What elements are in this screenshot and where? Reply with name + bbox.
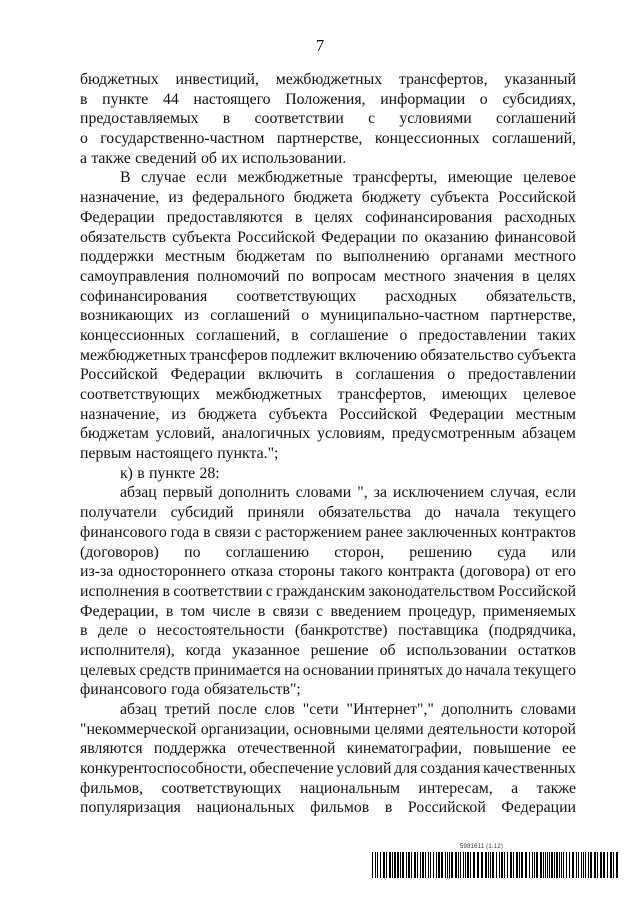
- barcode: [372, 852, 620, 878]
- text-line: назначение, из федерального бюджета бюджету субъекта Российской: [80, 189, 576, 207]
- text-line: предоставляемых в соответствии с условиями соглашений: [80, 110, 576, 128]
- barcode-gap: [618, 852, 620, 878]
- text-line: конкурентоспособности, обеспечение условий для создания качественных: [80, 760, 576, 778]
- text-line: концессионных соглашений, в соглашение о предоставлении таких: [80, 326, 576, 344]
- page-number: 7: [315, 36, 325, 55]
- text-line: получатели субсидий приняли обязательства до начала текущего: [80, 504, 576, 522]
- text-line: самоуправления полномочий по вопросам местного значения в целях: [80, 267, 576, 285]
- text-line: назначение, из бюджета субъекта Российской Федерации местным: [80, 405, 576, 423]
- paragraph: [80, 464, 576, 484]
- text-line: о государственно-частном партнерстве, концессионных соглашений,: [80, 130, 576, 148]
- text-line: бюджетам условий, аналогичных условиям, предусмотренным абзацем: [80, 425, 576, 443]
- text-line: финансового года в связи с расторжением ранее заключенных контрактов: [80, 523, 576, 541]
- text-line: межбюджетных трансферов подлежит включению обязательство субъекта: [80, 346, 576, 364]
- text-line: в деле о несостоятельности (банкротстве) поставщика (подрядчика,: [80, 622, 576, 640]
- document-code: 5981611 (1.12): [460, 844, 504, 850]
- text-line: исполнения в соответствии с гражданским законодательством Российской: [80, 582, 576, 600]
- text-line: абзац третий после слов "сети "Интернет"," дополнить словами: [120, 701, 576, 718]
- text-line: являются поддержка отечественной кинематографии, повышение ее: [80, 740, 576, 758]
- text-line: (договоров) по соглашению сторон, решению суда или: [80, 543, 576, 561]
- text-line: В случае если межбюджетные трансферты, имеющие целевое: [120, 169, 576, 187]
- text-line: "некоммерческой организации, основными целями деятельности которой: [80, 720, 576, 738]
- text-line: из-за одностороннего отказа стороны такого контракта (договора) от его: [80, 563, 576, 581]
- text-line: целевых средств принимается на основании принятых до начала текущего: [80, 661, 576, 679]
- paragraph: [80, 70, 576, 168]
- text-line: бюджетных инвестиций, межбюджетных трансфертов, указанный: [80, 71, 576, 88]
- text-line: обязательств субъекта Российской Федерации по оказанию финансовой: [80, 228, 576, 246]
- paragraph: [80, 700, 576, 818]
- text-line: абзац первый дополнить словами ", за исключением случая, если: [120, 484, 576, 502]
- text-line: поддержки местным бюджетам по выполнению органами местного: [80, 248, 576, 266]
- text-line: соответствующих межбюджетных трансфертов, имеющих целевое: [80, 386, 576, 403]
- text-line: финансового года обязательств";: [80, 681, 301, 699]
- text-line: софинансирования соответствующих расходных обязательств,: [80, 287, 576, 305]
- text-line: исполнителя), когда указанное решение об использовании остатков: [80, 641, 576, 659]
- text-line: Федерации, в том числе в связи с введением процедур, применяемых: [80, 602, 576, 620]
- text-line: первым настоящего пункта.";: [80, 445, 279, 463]
- text-line: Российской Федерации включить в соглашения о предоставлении: [80, 366, 576, 384]
- text-line: Федерации предоставляются в целях софинансирования расходных: [80, 208, 576, 226]
- text-line: к) в пункте 28:: [120, 464, 220, 482]
- text-line: фильмов, соответствующих национальным интересам, а также: [80, 779, 576, 797]
- text-line: а также сведений об их использовании.: [80, 149, 347, 167]
- paragraph: [80, 483, 576, 700]
- text-line: возникающих из соглашений о муниципально-частном партнерстве,: [80, 307, 576, 325]
- text-line: в пункте 44 настоящего Положения, информации о субсидиях,: [80, 90, 576, 108]
- paragraph: [80, 168, 576, 463]
- document-body: [80, 70, 576, 818]
- text-line: популяризация национальных фильмов в Российской Федерации: [80, 799, 576, 817]
